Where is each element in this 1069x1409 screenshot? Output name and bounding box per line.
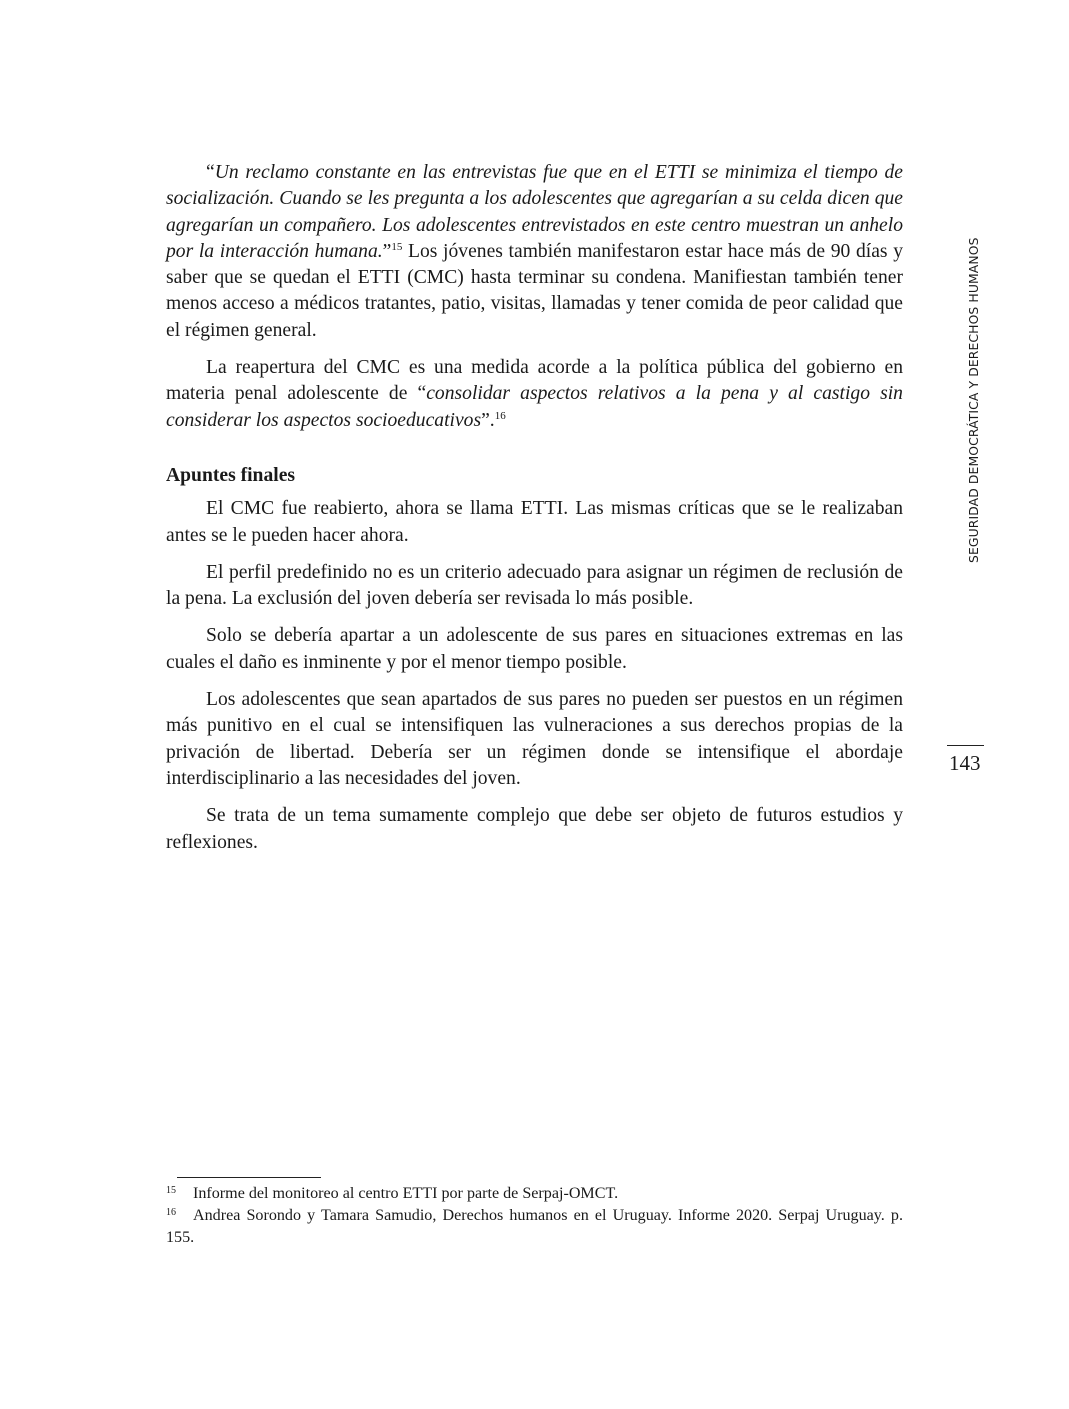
footnote-reference: 16: [494, 409, 506, 422]
paragraph-conclusion-2: El perfil predefinido no es un criterio adecuado para asignar un régimen de reclusión de la pena. La exclusión del joven debería ser revisada lo más posible.: [166, 561, 903, 610]
text-run: Los jóvenes también manifestaron estar hace más de 90 días y saber que se quedan el ETTI (CMC) hasta terminar su condena. Manifiestan también tener menos acceso a médicos tratantes, patio, visitas, llamadas y tener comida de peor calidad que el régimen general.: [166, 240, 903, 341]
paragraph-conclusion-1: El CMC fue reabierto, ahora se llama ETTI. Las mismas críticas que se le realizaban antes se le pueden hacer ahora.: [166, 498, 903, 546]
italic-quote: Un reclamo constante en las entrevistas fue que en el ETTI se minimiza el tiempo de socialización. Cuando se les pregunta a los adolescentes que agregarían a su celda dicen que agregarían un compañero. Los adolescentes entrevistados en este centro muestran un anhelo por la interacción humana.: [166, 162, 903, 262]
text-run: ”.: [481, 409, 495, 431]
paragraph-conclusion-3: Solo se debería apartar a un adolescente de sus pares en situaciones extremas en las cuales el daño es inminente y por el menor tiempo posible.: [166, 625, 903, 673]
page-number-rule: [947, 745, 984, 746]
section-heading: Apuntes finales: [166, 464, 296, 486]
page-number: 143: [949, 751, 981, 775]
paragraph-quote: [166, 160, 903, 344]
footnote-separator: [177, 1177, 321, 1178]
main-text: [166, 160, 903, 867]
footnotes: [166, 1183, 903, 1249]
paragraph-reapertura: [166, 355, 903, 434]
footnote-text: Informe del monitoreo al centro ETTI por parte de Serpaj-OMCT.: [193, 1185, 619, 1202]
footnote-15: 15 Informe del monitoreo al centro ETTI por parte de Serpaj-OMCT.: [166, 1185, 619, 1202]
footnote-16: 16 Andrea Sorondo y Tamara Samudio, Derechos humanos en el Uruguay. Informe 2020. Serpaj Uruguay. p. 155.: [166, 1207, 903, 1246]
paragraph-conclusion-5: Se trata de un tema sumamente complejo que debe ser objeto de futuros estudios y reflexiones.: [166, 805, 903, 853]
text-run: “: [206, 162, 215, 183]
paragraph-conclusion-4: Los adolescentes que sean apartados de sus pares no pueden ser puestos en un régimen más punitivo en el cual se intensifiquen las vulneraciones a sus derechos propias de la privación de libertad. Debería ser un régimen donde se intensifique el abordaje interdisciplinario a las necesidades del joven.: [166, 689, 903, 789]
italic-quote: consolidar aspectos relativos a la pena y al castigo sin considerar los aspectos socioeducativos: [166, 383, 903, 431]
footnote-text: Andrea Sorondo y Tamara Samudio, Derechos humanos en el Uruguay. Informe 2020. Serpaj Uruguay. p. 155.: [166, 1207, 903, 1246]
text-run: La reapertura del CMC es una medida acorde a la política pública del gobierno en materia penal adolescente de “: [166, 357, 903, 405]
text-run: ”: [382, 240, 392, 262]
footnote-reference: 15: [391, 240, 403, 253]
running-head: SEGURIDAD DEMOCRÁTICA Y DERECHOS HUMANOS: [966, 237, 981, 563]
